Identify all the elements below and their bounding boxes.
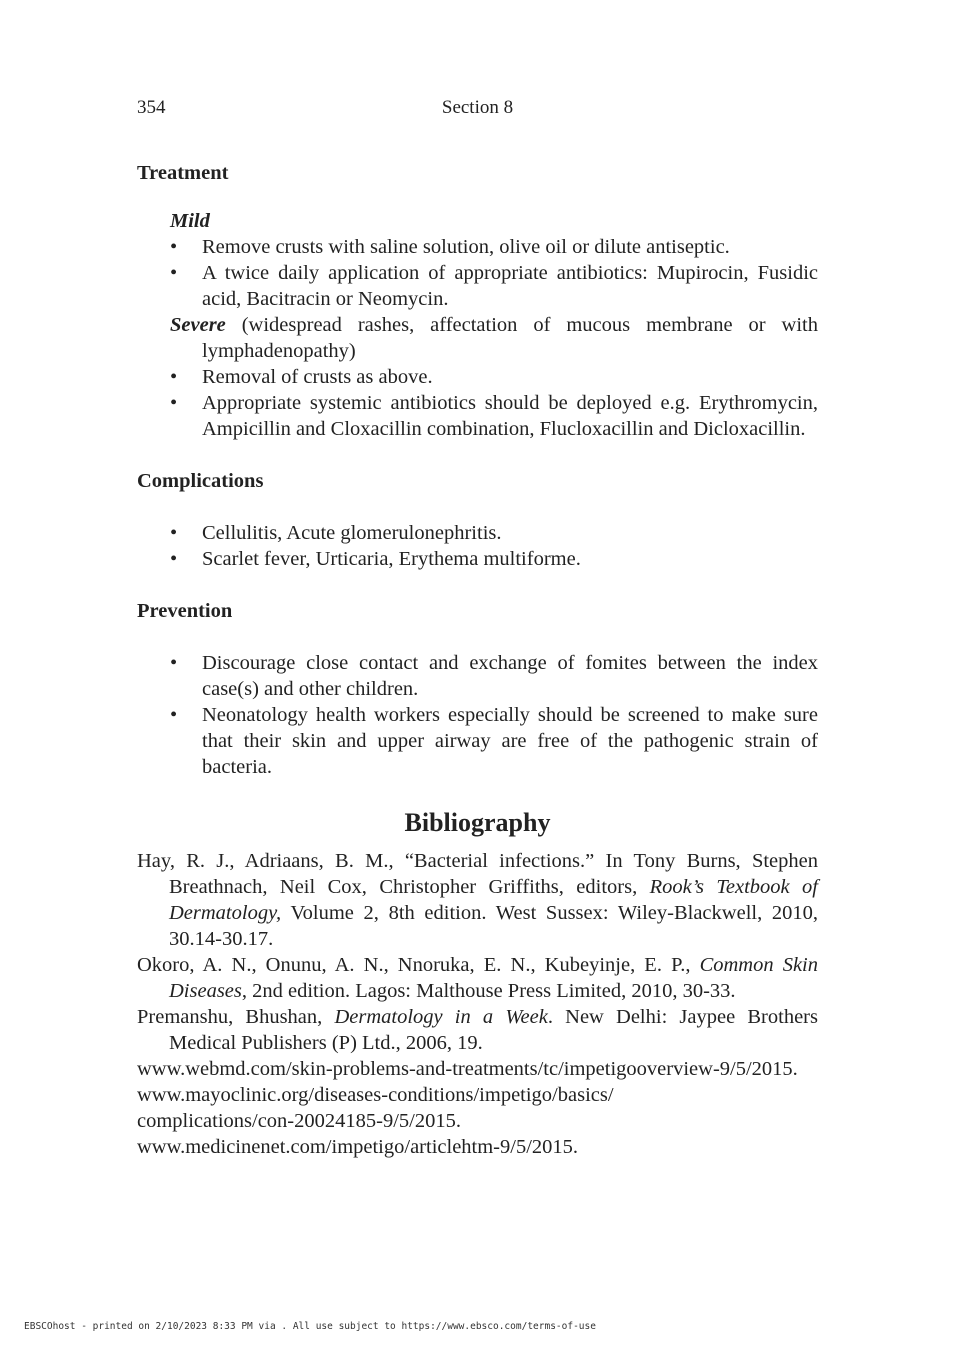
severe-label: Severe [170,314,226,336]
list-item: • A twice daily application of appropriate antibiotics: Mupirocin, Fusidic acid, Bacitracin or Neomycin. [202,260,818,312]
page-header [137,97,818,121]
list-item: • Scarlet fever, Urticaria, Erythema multiforme. [202,546,818,572]
prevention-list [137,650,818,780]
page-number: 354 [137,97,166,118]
treatment-heading: Treatment [137,162,229,184]
list-item: • Discourage close contact and exchange of fomites between the index case(s) and other children. [202,650,818,702]
severe-paragraph [170,312,818,364]
list-item: • Removal of crusts as above. [202,364,818,390]
bibliography-list [137,848,818,1160]
bibliography-entry: Hay, R. J., Adriaans, B. M., “Bacterial infections.” In Tony Burns, Stephen Breathnach, Neil Cox, Christopher Griffiths, editors, Rook’s Textbook of Dermatology, Volume 2, 8th edition. West Sussex: Wiley-Blackwell, 2010, 30.14-30.17. [137,850,818,950]
page-content [137,160,818,1160]
bibliography-entry: Premanshu, Bhushan, Dermatology in a Week. New Delhi: Jaypee Brothers Medical Publishers (P) Ltd., 2006, 19. [137,1006,818,1054]
list-item: • Neonatology health workers especially should be screened to make sure that their skin and upper airway are free of the pathogenic strain of bacteria. [202,702,818,780]
complications-heading: Complications [137,470,264,492]
severe-description: (widespread rashes, affectation of mucous membrane or with lymphadenopathy) [202,314,818,362]
print-footer: EBSCOhost - printed on 2/10/2023 8:33 PM via . All use subject to https://www.ebsco.com/terms-of-use [24,1321,596,1332]
mild-list [137,234,818,312]
severe-list [137,364,818,442]
severe-block [137,312,818,364]
list-item: • Remove crusts with saline solution, olive oil or dilute antiseptic. [202,234,818,260]
book-title: Rook’s Textbook of Dermatology, [169,876,818,924]
list-item: • Appropriate systemic antibiotics should be deployed e.g. Erythromycin, Ampicillin and Cloxacillin combination, Flucloxacillin and Dicloxacillin. [202,390,818,442]
bibliography-url: www.medicinenet.com/impetigo/articlehtm-9/5/2015. [137,1136,579,1158]
mild-label: Mild [170,210,210,232]
bibliography-url: www.mayoclinic.org/diseases-conditions/impetigo/basics/ complications/con-20024185-9/5/2015. [137,1084,614,1132]
book-title: Dermatology in a Week [334,1006,548,1028]
bibliography-heading: Bibliography [404,808,551,837]
book-title: Common Skin Diseases [169,954,818,1002]
complications-list [137,520,818,572]
prevention-heading: Prevention [137,600,233,622]
bibliography-url: www.webmd.com/skin-problems-and-treatments/tc/impetigooverview-9/5/2015. [137,1058,798,1080]
list-item: • Cellulitis, Acute glomerulonephritis. [202,520,818,546]
bibliography-entry: Okoro, A. N., Onunu, A. N., Nnoruka, E. N., Kubeyinje, E. P., Common Skin Diseases, 2nd edition. Lagos: Malthouse Press Limited, 2010, 30-33. [137,954,818,1002]
running-title: Section 8 [441,97,514,118]
